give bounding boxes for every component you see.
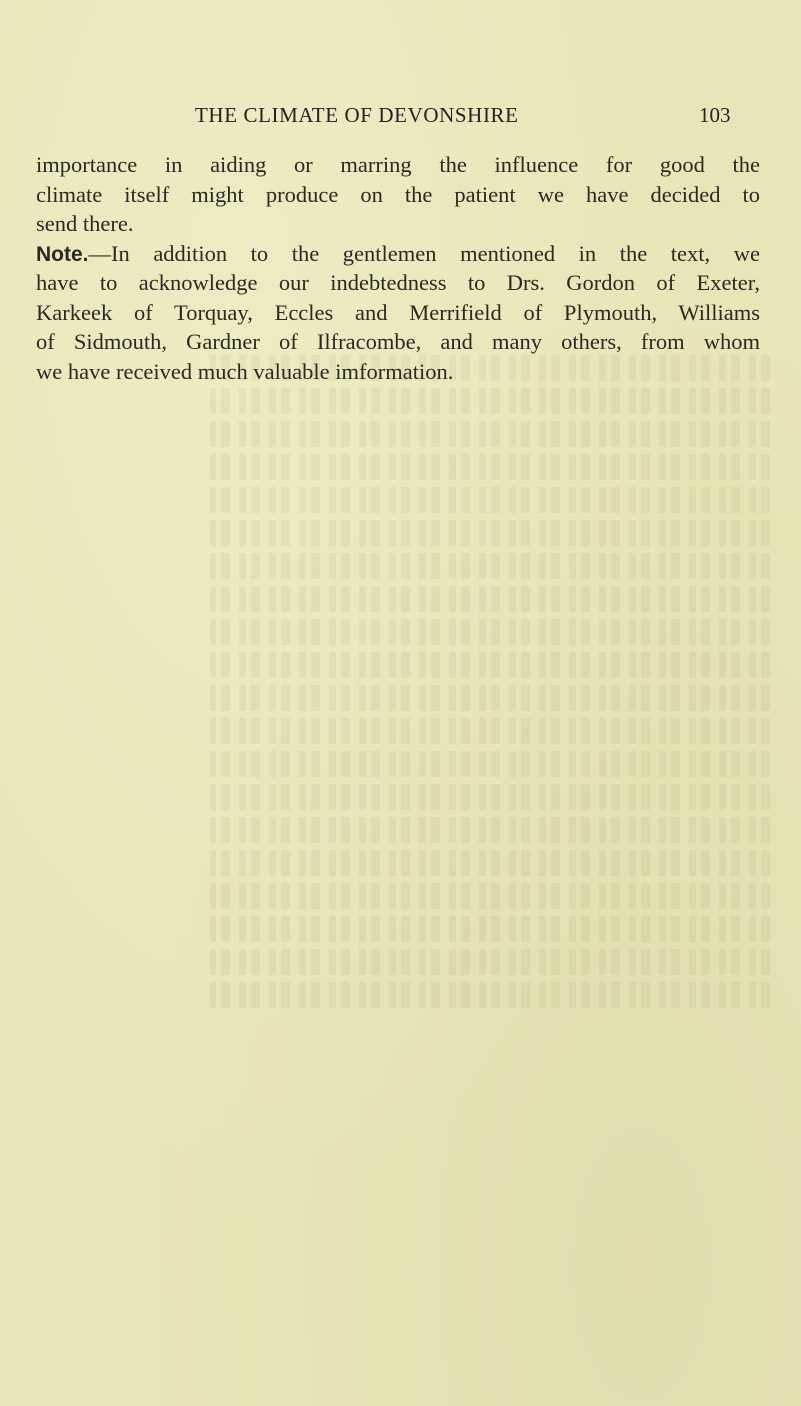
page-header: [0, 103, 801, 133]
text-line: climate itself might produce on the patient we have decided to: [36, 181, 760, 207]
note-label: Note.: [36, 242, 89, 266]
text-line: send there.: [36, 211, 134, 236]
text-line: have to acknowledge our indebtedness to Drs. Gordon of Exeter,: [36, 270, 760, 295]
running-title: THE CLIMATE OF DEVONSHIRE: [195, 103, 519, 127]
text-line: of Sidmouth, Gardner of Ilfracombe, and many others, from whom: [36, 329, 760, 354]
note-first-line-text: —In addition to the gentlemen mentioned in the text, we: [88, 240, 760, 266]
note-first-line: [36, 239, 760, 269]
text-line: we have received much valuable imformation.: [36, 358, 454, 384]
page-number: 103: [699, 103, 731, 127]
text-line: Karkeek of Torquay, Eccles and Merrifield of Plymouth, Williams: [36, 299, 760, 325]
text-line: importance in aiding or marring the influence for good the: [36, 152, 760, 177]
show-through-text: [210, 355, 770, 1135]
body-text: [36, 150, 760, 386]
